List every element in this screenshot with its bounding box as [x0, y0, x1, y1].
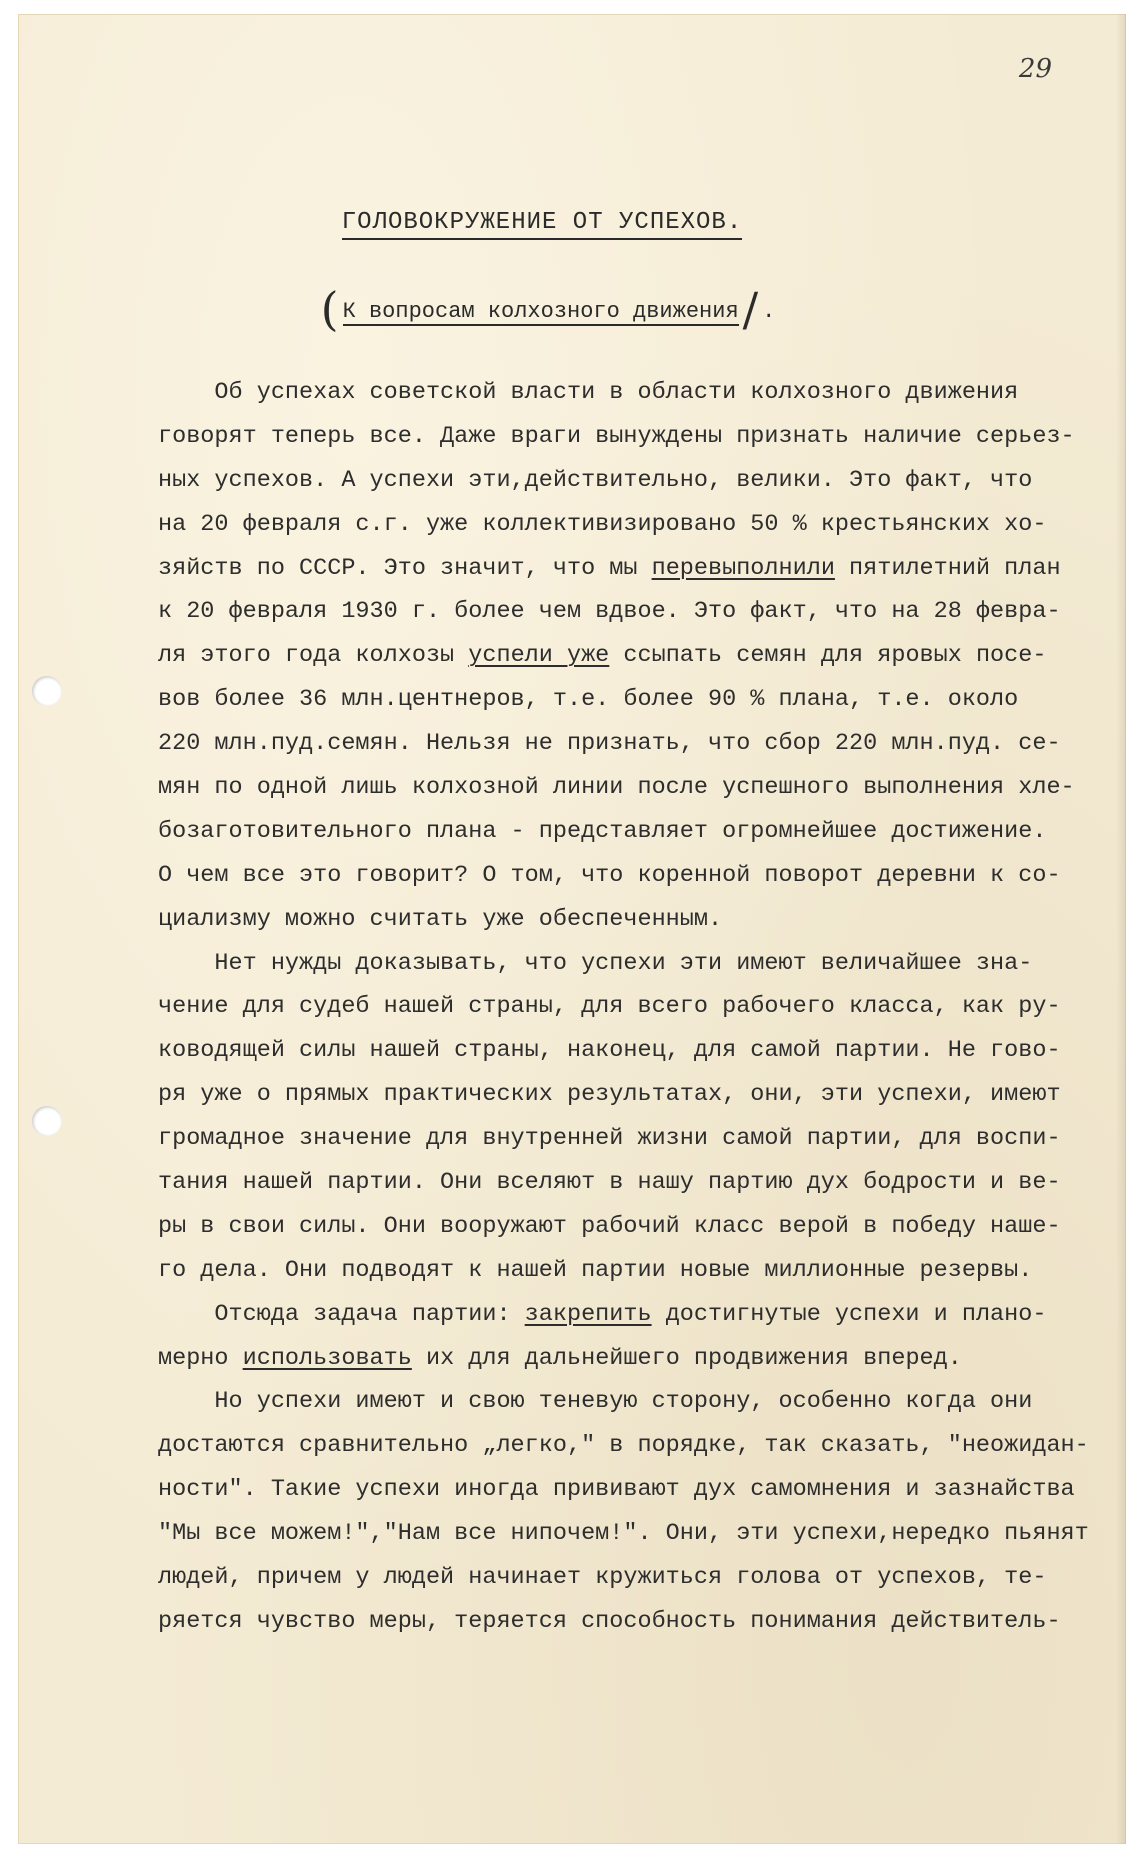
- text-line: говорят теперь все. Даже враги вынуждены признать наличие серьез-: [158, 422, 1075, 450]
- text-line: [158, 1293, 1118, 1337]
- subtitle-dot: .: [762, 299, 776, 324]
- page-number: 29: [1018, 54, 1052, 84]
- text-line: ности". Такие успехи иногда прививают дух самомнения и зазнайства: [158, 1476, 1075, 1504]
- text-segment: мерно: [158, 1344, 243, 1372]
- text-segment: их для дальнейшего продвижения вперед.: [411, 1344, 962, 1372]
- text-line: Нет нужды доказывать, что успехи эти имеют величайшее зна-: [158, 949, 1033, 977]
- underlined-word: успели уже: [468, 642, 610, 670]
- text-line: достаются сравнительно „легко," в порядке, так сказать, "неожидан-: [158, 1432, 1089, 1460]
- text-line: ряется чувство меры, теряется способность понимания действитель-: [158, 1607, 1061, 1635]
- text-line: вов более 36 млн.центнеров, т.е. более 90 % плана, т.е. около: [158, 686, 1019, 714]
- underlined-word: закрепить: [524, 1300, 652, 1328]
- text-line: ководящей силы нашей страны, наконец, для самой партии. Не гово-: [158, 1037, 1061, 1065]
- text-line: "Мы все можем!","Нам все нипочем!". Они, эти успехи,нередко пьянят: [158, 1520, 1089, 1548]
- text-line: ных успехов. А успехи эти,действительно, велики. Это факт, что: [158, 466, 1033, 494]
- text-line: [158, 1337, 1118, 1381]
- text-line: чение для судеб нашей страны, для всего рабочего класса, как ру-: [158, 993, 1061, 1021]
- text-segment: Отсюда задача партии:: [158, 1300, 525, 1328]
- text-line: 220 млн.пуд.семян. Нельзя не признать, что сбор 220 млн.пуд. се-: [158, 730, 1061, 758]
- text-line: бозаготовительного плана - представляет огромнейшее достижение.: [158, 817, 1047, 845]
- text-segment: пятилетний план: [834, 554, 1061, 582]
- document-page: [18, 14, 1126, 1844]
- underlined-word: перевыполнили: [651, 554, 835, 582]
- text-line: ря уже о прямых практических результатах, они, эти успехи, имеют: [158, 1081, 1061, 1109]
- underlined-word: использовать: [242, 1344, 412, 1372]
- document-subtitle: [0, 282, 1100, 336]
- text-line: го дела. Они подводят к нашей партии новые миллионные резервы.: [158, 1256, 1033, 1284]
- title-text: ГОЛОВОКРУЖЕНИЕ ОТ УСПЕХОВ.: [342, 209, 742, 240]
- text-line: [158, 547, 1118, 591]
- text-line: циализму можно считать уже обеспеченным.: [158, 905, 723, 933]
- subtitle-open-paren: (: [320, 282, 339, 336]
- body-text: [158, 371, 1118, 1644]
- subtitle-close-mark: /: [742, 282, 759, 336]
- text-segment: достигнутые успехи и плано-: [651, 1300, 1047, 1328]
- text-line: громадное значение для внутренней жизни самой партии, для воспи-: [158, 1125, 1061, 1153]
- text-segment: ля этого года колхозы: [158, 642, 469, 670]
- text-line: на 20 февраля с.г. уже коллективизировано 50 % крестьянских хо-: [158, 510, 1047, 538]
- subtitle-text: К вопросам колхозного движения: [342, 299, 739, 324]
- punch-hole-top: [32, 676, 62, 706]
- text-line: Но успехи имеют и свою теневую сторону, особенно когда они: [158, 1388, 1033, 1416]
- text-line: мян по одной лишь колхозной линии после успешного выполнения хле-: [158, 774, 1075, 802]
- text-line: людей, причем у людей начинает кружиться голова от успехов, те-: [158, 1564, 1047, 1592]
- text-segment: зяйств по СССР. Это значит, что мы: [158, 554, 652, 582]
- text-segment: ссыпать семян для яровых посе-: [609, 642, 1047, 670]
- document-title: [0, 209, 1096, 236]
- text-line: Об успехах советской власти в области колхозного движения: [158, 379, 1019, 406]
- text-line: к 20 февраля 1930 г. более чем вдвое. Это факт, что на 28 февра-: [158, 598, 1061, 626]
- text-line: ры в свои силы. Они вооружают рабочий класс верой в победу наше-: [158, 1212, 1061, 1240]
- text-line: тания нашей партии. Они вселяют в нашу партию дух бодрости и ве-: [158, 1169, 1061, 1197]
- text-line: О чем все это говорит? О том, что коренной поворот деревни к со-: [158, 861, 1061, 889]
- punch-hole-bottom: [32, 1106, 62, 1136]
- text-line: [158, 634, 1118, 678]
